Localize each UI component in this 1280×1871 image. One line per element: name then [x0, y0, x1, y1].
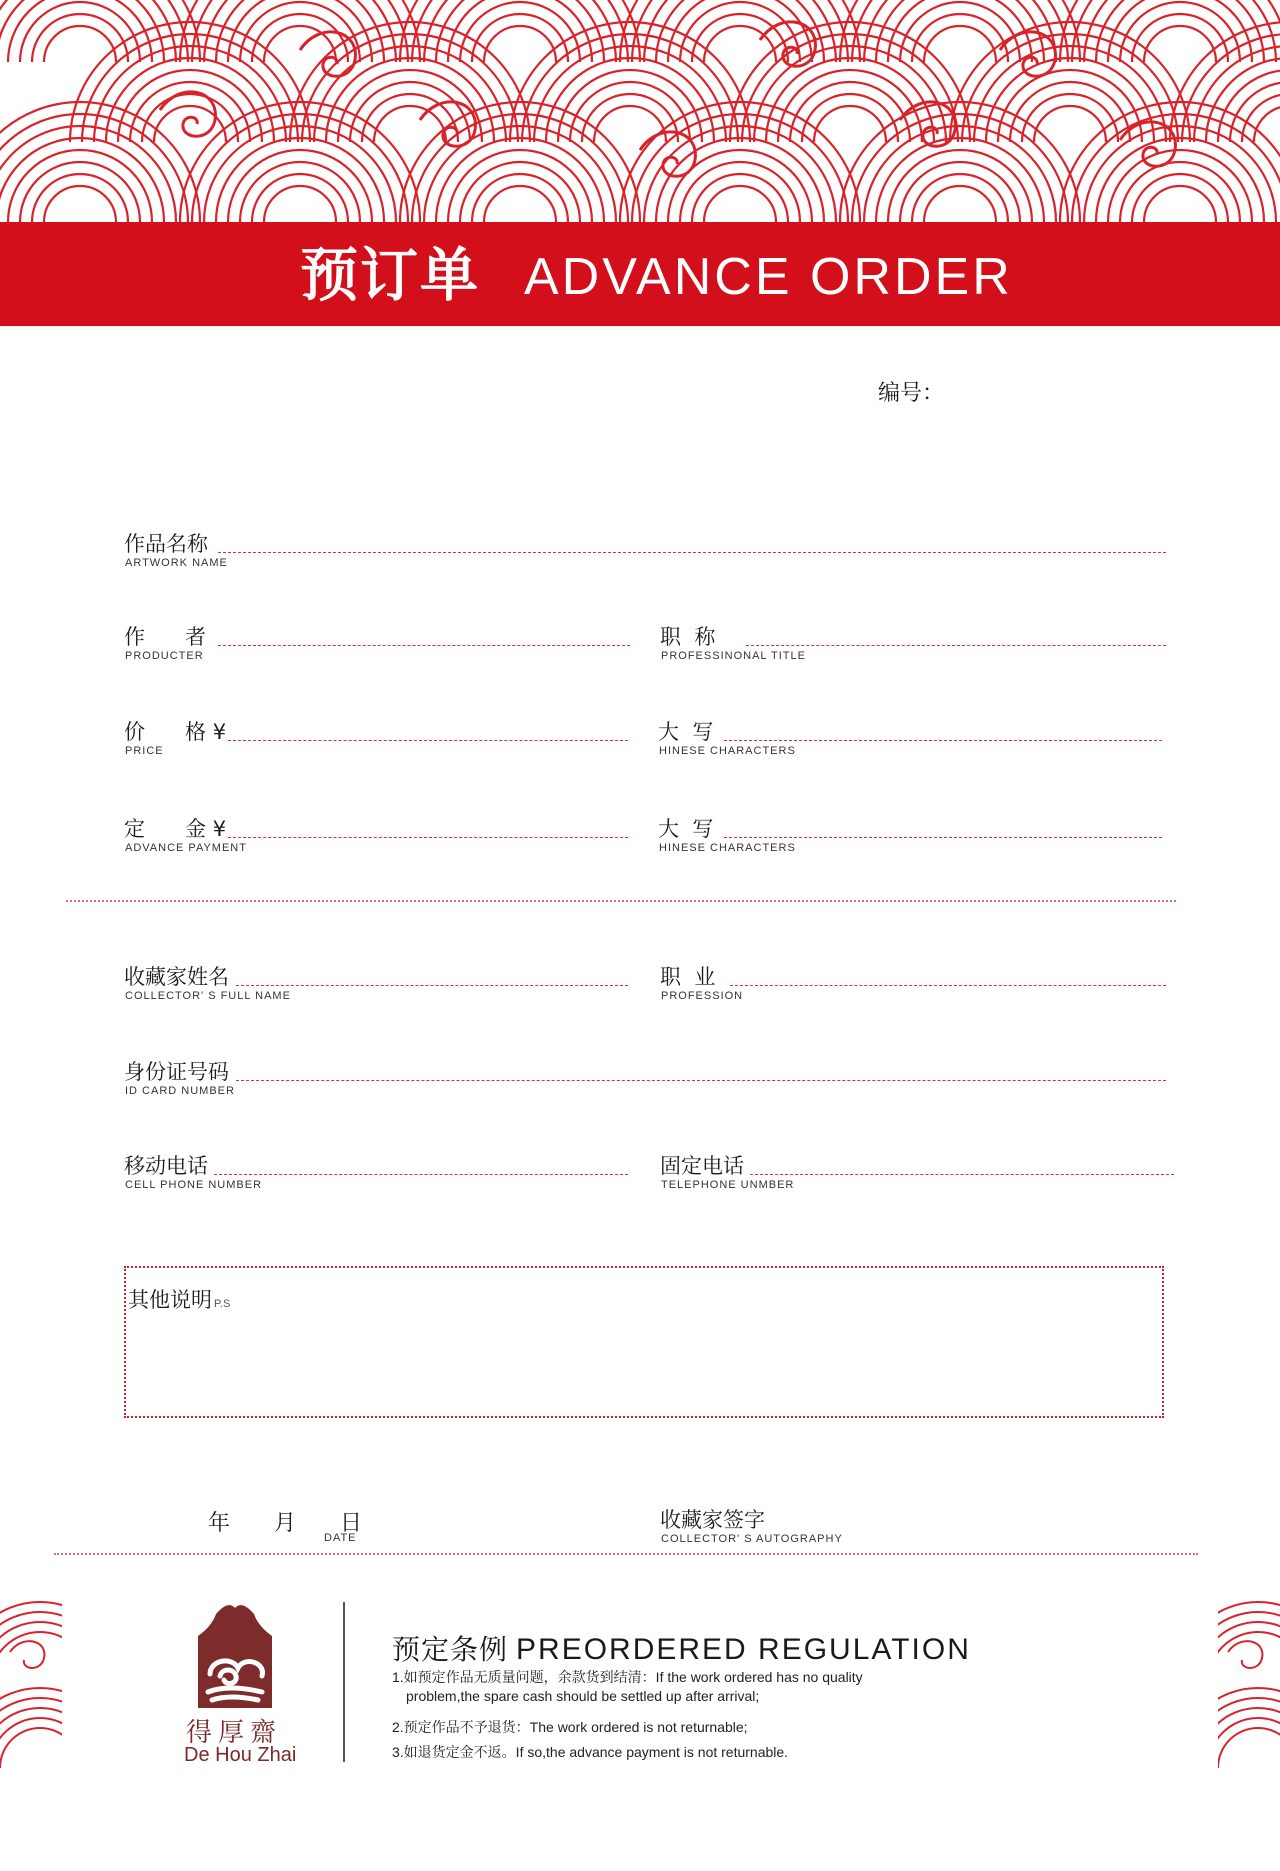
field-author[interactable]	[124, 623, 630, 683]
field-input-line[interactable]	[228, 740, 628, 741]
wave-pattern-graphic	[0, 0, 1280, 222]
field-label-cn: 移动电话	[124, 1154, 208, 1178]
date-day: 日	[340, 1511, 363, 1536]
field-label-en: HINESE CHARACTERS	[659, 745, 796, 757]
field-title[interactable]	[660, 623, 1166, 683]
title-band	[0, 222, 1280, 326]
section-divider	[66, 900, 1176, 902]
field-artwork-name[interactable]	[124, 530, 1166, 590]
field-label-en: COLLECTOR' S FULL NAME	[125, 990, 291, 1002]
field-input-line[interactable]	[746, 645, 1166, 646]
field-label-en: COLLECTOR' S AUTOGRAPHY	[661, 1533, 843, 1545]
field-label-en: ID CARD NUMBER	[125, 1085, 235, 1097]
field-collector-name[interactable]	[124, 963, 628, 1023]
field-price-upper[interactable]	[658, 718, 1162, 778]
date-month: 月	[274, 1511, 297, 1536]
cloud-seal-icon	[150, 1600, 320, 1710]
field-input-line[interactable]	[218, 552, 1166, 553]
field-input-line[interactable]	[750, 1174, 1174, 1175]
field-cell-phone[interactable]	[124, 1152, 628, 1212]
field-label-en: PROFESSION	[661, 990, 744, 1002]
ps-textarea[interactable]	[124, 1266, 1164, 1418]
brand-name-en: De Hou Zhai	[184, 1744, 297, 1766]
footer-vertical-divider	[343, 1602, 345, 1762]
field-input-line[interactable]	[724, 740, 1162, 741]
regulation-item-2: 2.预定作品不予退货：The work ordered is not returnable;	[392, 1719, 748, 1735]
field-input-line[interactable]	[730, 985, 1166, 986]
field-label-en: TELEPHONE UNMBER	[661, 1179, 795, 1191]
field-input-line[interactable]	[236, 1080, 1166, 1081]
field-telephone[interactable]	[660, 1152, 1174, 1212]
regulation-title-cn: 预定条例	[392, 1633, 509, 1666]
regulation-item-1-cont: problem,the spare cash should be settled up after arrival;	[406, 1688, 760, 1704]
date-label-en: DATE	[324, 1532, 357, 1544]
field-label-en: PROFESSINONAL TITLE	[661, 650, 806, 662]
field-input-line[interactable]	[236, 985, 628, 986]
field-input-line[interactable]	[214, 1174, 628, 1175]
field-label-cn: 价 格 ¥	[124, 720, 227, 744]
wave-corner-right	[1218, 1592, 1280, 1768]
field-profession[interactable]	[660, 963, 1166, 1023]
field-label-cn: 大 写	[658, 720, 714, 744]
field-label-en: ADVANCE PAYMENT	[125, 842, 247, 854]
field-label-cn: 职 业	[660, 965, 716, 989]
field-label-cn: 大 写	[658, 817, 714, 841]
field-label-en: CELL PHONE NUMBER	[125, 1179, 263, 1191]
field-label-cn: 固定电话	[660, 1154, 744, 1178]
wave-pattern-header	[0, 0, 1280, 222]
field-label-cn: 作 者	[124, 625, 207, 649]
regulation-item-3: 3.如退货定金不返。If so,the advance payment is not returnable.	[392, 1744, 789, 1760]
footer-divider	[54, 1553, 1198, 1555]
serial-number-label: 编号：	[878, 381, 945, 406]
field-label-cn: 身份证号码	[124, 1060, 229, 1084]
ps-label-en: P.S	[214, 1298, 231, 1310]
field-label-cn: 定 金 ¥	[124, 817, 227, 841]
field-input-line[interactable]	[228, 837, 628, 838]
field-label-en: ARTWORK NAME	[125, 557, 228, 569]
field-label-cn: 收藏家姓名	[124, 965, 229, 989]
field-id-card[interactable]	[124, 1058, 1166, 1118]
regulation-title	[392, 1628, 971, 1668]
field-input-line[interactable]	[218, 645, 630, 646]
field-label-en: PRICE	[125, 745, 164, 757]
title-chinese: 预订单	[300, 241, 481, 309]
ps-label	[128, 1284, 230, 1314]
field-input-line[interactable]	[724, 837, 1162, 838]
title-english: ADVANCE ORDER	[524, 248, 1013, 306]
field-label-cn: 收藏家签字	[660, 1508, 765, 1532]
field-label-cn: 作品名称	[124, 532, 208, 556]
field-signature[interactable]	[660, 1506, 980, 1566]
regulation-title-en: PREORDERED REGULATION	[516, 1633, 971, 1666]
wave-corner-left	[0, 1592, 62, 1768]
field-label-en: HINESE CHARACTERS	[659, 842, 796, 854]
brand-name-cn: 得厚齋	[186, 1718, 283, 1748]
field-deposit[interactable]	[124, 815, 628, 875]
field-label-en: PRODUCTER	[125, 650, 204, 662]
field-deposit-upper[interactable]	[658, 815, 1162, 875]
date-year: 年	[208, 1511, 231, 1536]
field-label-cn: 职 称	[660, 625, 716, 649]
regulation-item-1: 1.如预定作品无质量问题，余款货到结清：If the work ordered has no quality	[392, 1669, 863, 1685]
ps-label-cn: 其他说明	[128, 1288, 212, 1312]
field-price[interactable]	[124, 718, 628, 778]
